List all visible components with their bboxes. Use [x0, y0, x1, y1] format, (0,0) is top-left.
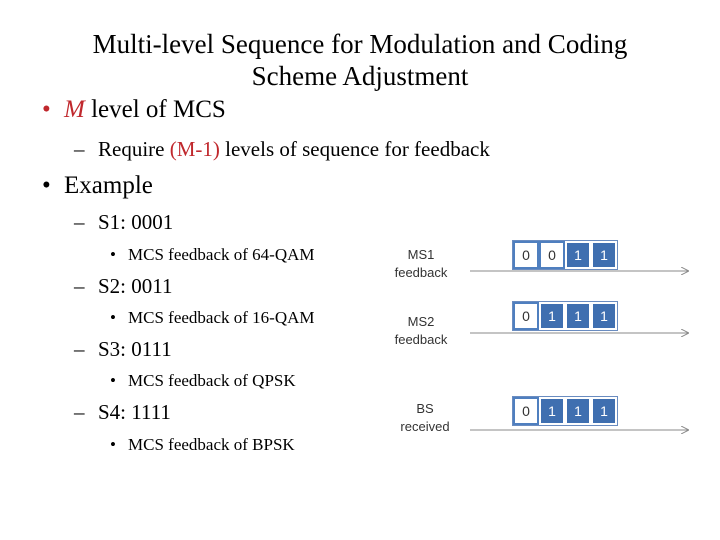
bit-cell: 1 — [565, 302, 591, 330]
bullet-dot-icon: • — [110, 435, 116, 454]
s3-text: S3: 0111 — [98, 337, 172, 361]
ms1-label-line-2: feedback — [394, 265, 448, 280]
ms2-bit-sequence — [512, 301, 618, 331]
bullet-example-text: Example — [64, 172, 153, 199]
s4-text: S4: 1111 — [98, 400, 171, 424]
slide-title-line-1: Multi-level Sequence for Modulation and Coding — [92, 29, 628, 59]
bullet-dot-icon: • — [110, 371, 116, 390]
bit-cell: 1 — [565, 397, 591, 425]
dash-icon: – — [74, 210, 85, 234]
s4-sub-text: MCS feedback of BPSK — [128, 435, 295, 454]
bullet-dot-icon: • — [42, 172, 51, 199]
bit-cell: 0 — [539, 241, 565, 269]
bit-cell: 1 — [565, 241, 591, 269]
bit-cell: 0 — [513, 302, 539, 330]
ms2-label-line-1: MS2 — [407, 314, 435, 329]
bullet-dot-icon: • — [110, 245, 116, 264]
dash-icon: – — [74, 400, 85, 424]
s3-sub-text: MCS feedback of QPSK — [128, 371, 296, 390]
bullet-m-levels-text: level of MCS — [84, 96, 226, 123]
ms1-feedback-label — [385, 246, 457, 282]
bit-cell: 1 — [539, 302, 565, 330]
require-text-pre: Require — [98, 137, 170, 161]
require-text-red: (M-1) — [169, 137, 220, 161]
bullet-dot-icon: • — [110, 308, 116, 327]
bit-cell: 1 — [591, 302, 617, 330]
bit-cell: 0 — [513, 241, 539, 269]
dash-icon: – — [74, 337, 85, 361]
bs-label-line-2: received — [400, 419, 450, 434]
s2-sub-text: MCS feedback of 16-QAM — [128, 308, 315, 327]
bs-bit-sequence — [512, 396, 618, 426]
m-variable: M — [64, 96, 85, 123]
s2-text: S2: 0011 — [98, 274, 173, 298]
bs-label-line-1: BS — [416, 401, 434, 416]
bs-received-label — [385, 400, 465, 436]
bit-cell: 1 — [539, 397, 565, 425]
s1-sub-text: MCS feedback of 64-QAM — [128, 245, 315, 264]
ms2-feedback-label — [385, 313, 457, 349]
ms2-label-line-2: feedback — [394, 332, 448, 347]
dash-icon: – — [74, 137, 85, 161]
require-text-post: levels of sequence for feedback — [219, 137, 490, 161]
s1-text: S1: 0001 — [98, 210, 174, 234]
bit-cell: 0 — [513, 397, 539, 425]
ms1-label-line-1: MS1 — [407, 247, 435, 262]
bit-cell: 1 — [591, 397, 617, 425]
ms1-bit-sequence — [512, 240, 618, 270]
bullet-dot-icon: • — [42, 96, 51, 123]
dash-icon: – — [74, 274, 85, 298]
bit-cell: 1 — [591, 241, 617, 269]
slide-title-line-2: Scheme Adjustment — [251, 61, 469, 91]
